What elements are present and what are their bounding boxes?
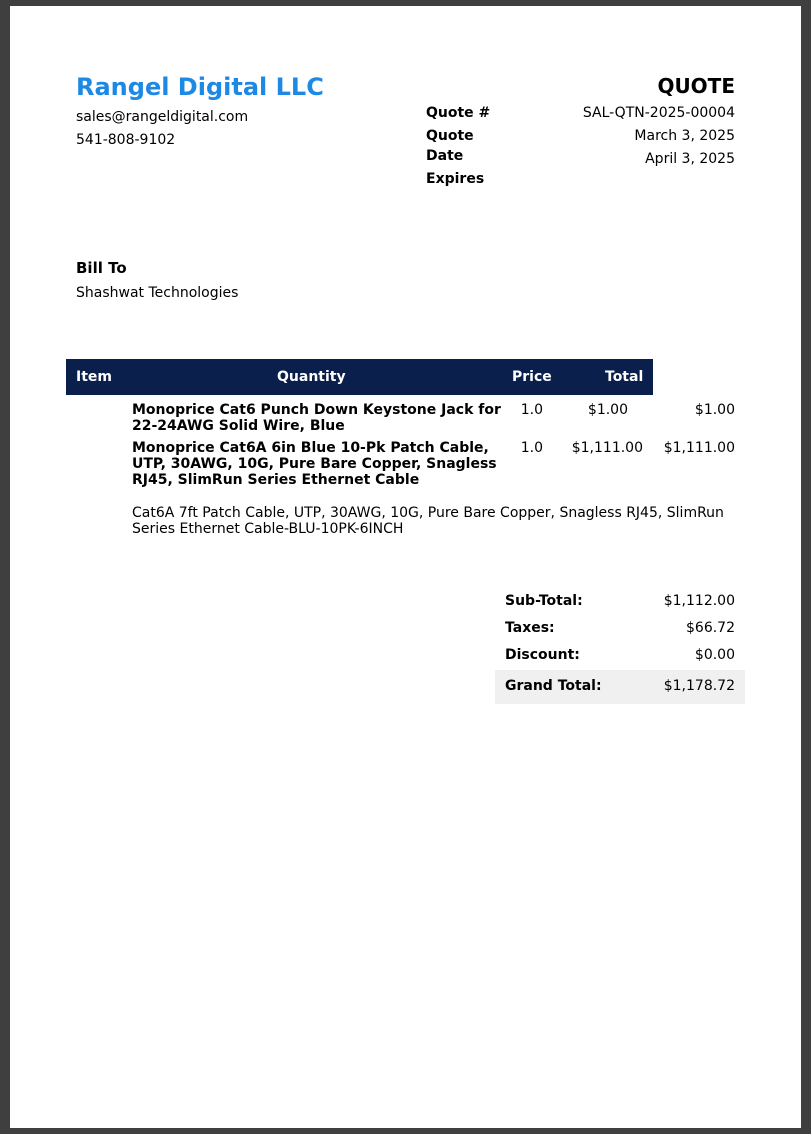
quote-date-label-line1: Quote [426,128,474,144]
quote-date-label-line2: Date [426,148,464,164]
subtotal-label: Sub-Total: [505,593,583,609]
document-title: QUOTE [657,74,735,98]
bill-to-name: Shashwat Technologies [76,285,239,301]
bill-to-heading: Bill To [76,259,127,277]
table-row-1-item: Monoprice Cat6 Punch Down Keystone Jack for 22-24AWG Solid Wire, Blue [132,402,501,434]
subtotal-value: $1,112.00 [663,593,735,609]
header-item: Item [76,369,112,385]
discount-label: Discount: [505,647,580,663]
taxes-label: Taxes: [505,620,555,636]
company-email: sales@rangeldigital.com [76,109,249,125]
quote-number-label: Quote # [426,105,491,121]
expires-label: Expires [426,171,485,187]
grand-total-label: Grand Total: [505,678,602,694]
header-total: Total [605,369,644,385]
table-row-1-price: $1.00 [587,402,628,418]
table-row-1-quantity: 1.0 [520,402,543,418]
expires-date: April 3, 2025 [645,151,735,167]
quote-number: SAL-QTN-2025-00004 [582,105,735,121]
grand-total-value: $1,178.72 [663,678,735,694]
taxes-value: $66.72 [686,620,735,636]
table-row-2-total: $1,111.00 [663,440,735,456]
header-price: Price [512,369,552,385]
table-row-2-quantity: 1.0 [520,440,543,456]
table-row-2-description: Cat6A 7ft Patch Cable, UTP, 30AWG, 10G, Pure Bare Copper, Snagless RJ45, SlimRun Series Ethernet Cable-BLU-10PK-6INCH [132,505,724,537]
items-table-header [66,359,653,395]
quote-page [10,6,801,1128]
table-row-2-item: Monoprice Cat6A 6in Blue 10-Pk Patch Cable, UTP, 30AWG, 10G, Pure Bare Copper, Snagless RJ45, SlimRun Series Ethernet Cable [132,440,497,488]
discount-value: $0.00 [694,647,735,663]
table-row-2-price: $1,111.00 [571,440,643,456]
table-row-1-total: $1.00 [694,402,735,418]
company-phone: 541-808-9102 [76,132,176,148]
header-quantity: Quantity [277,369,346,385]
quote-date: March 3, 2025 [634,128,735,144]
company-name: Rangel Digital LLC [76,73,324,101]
